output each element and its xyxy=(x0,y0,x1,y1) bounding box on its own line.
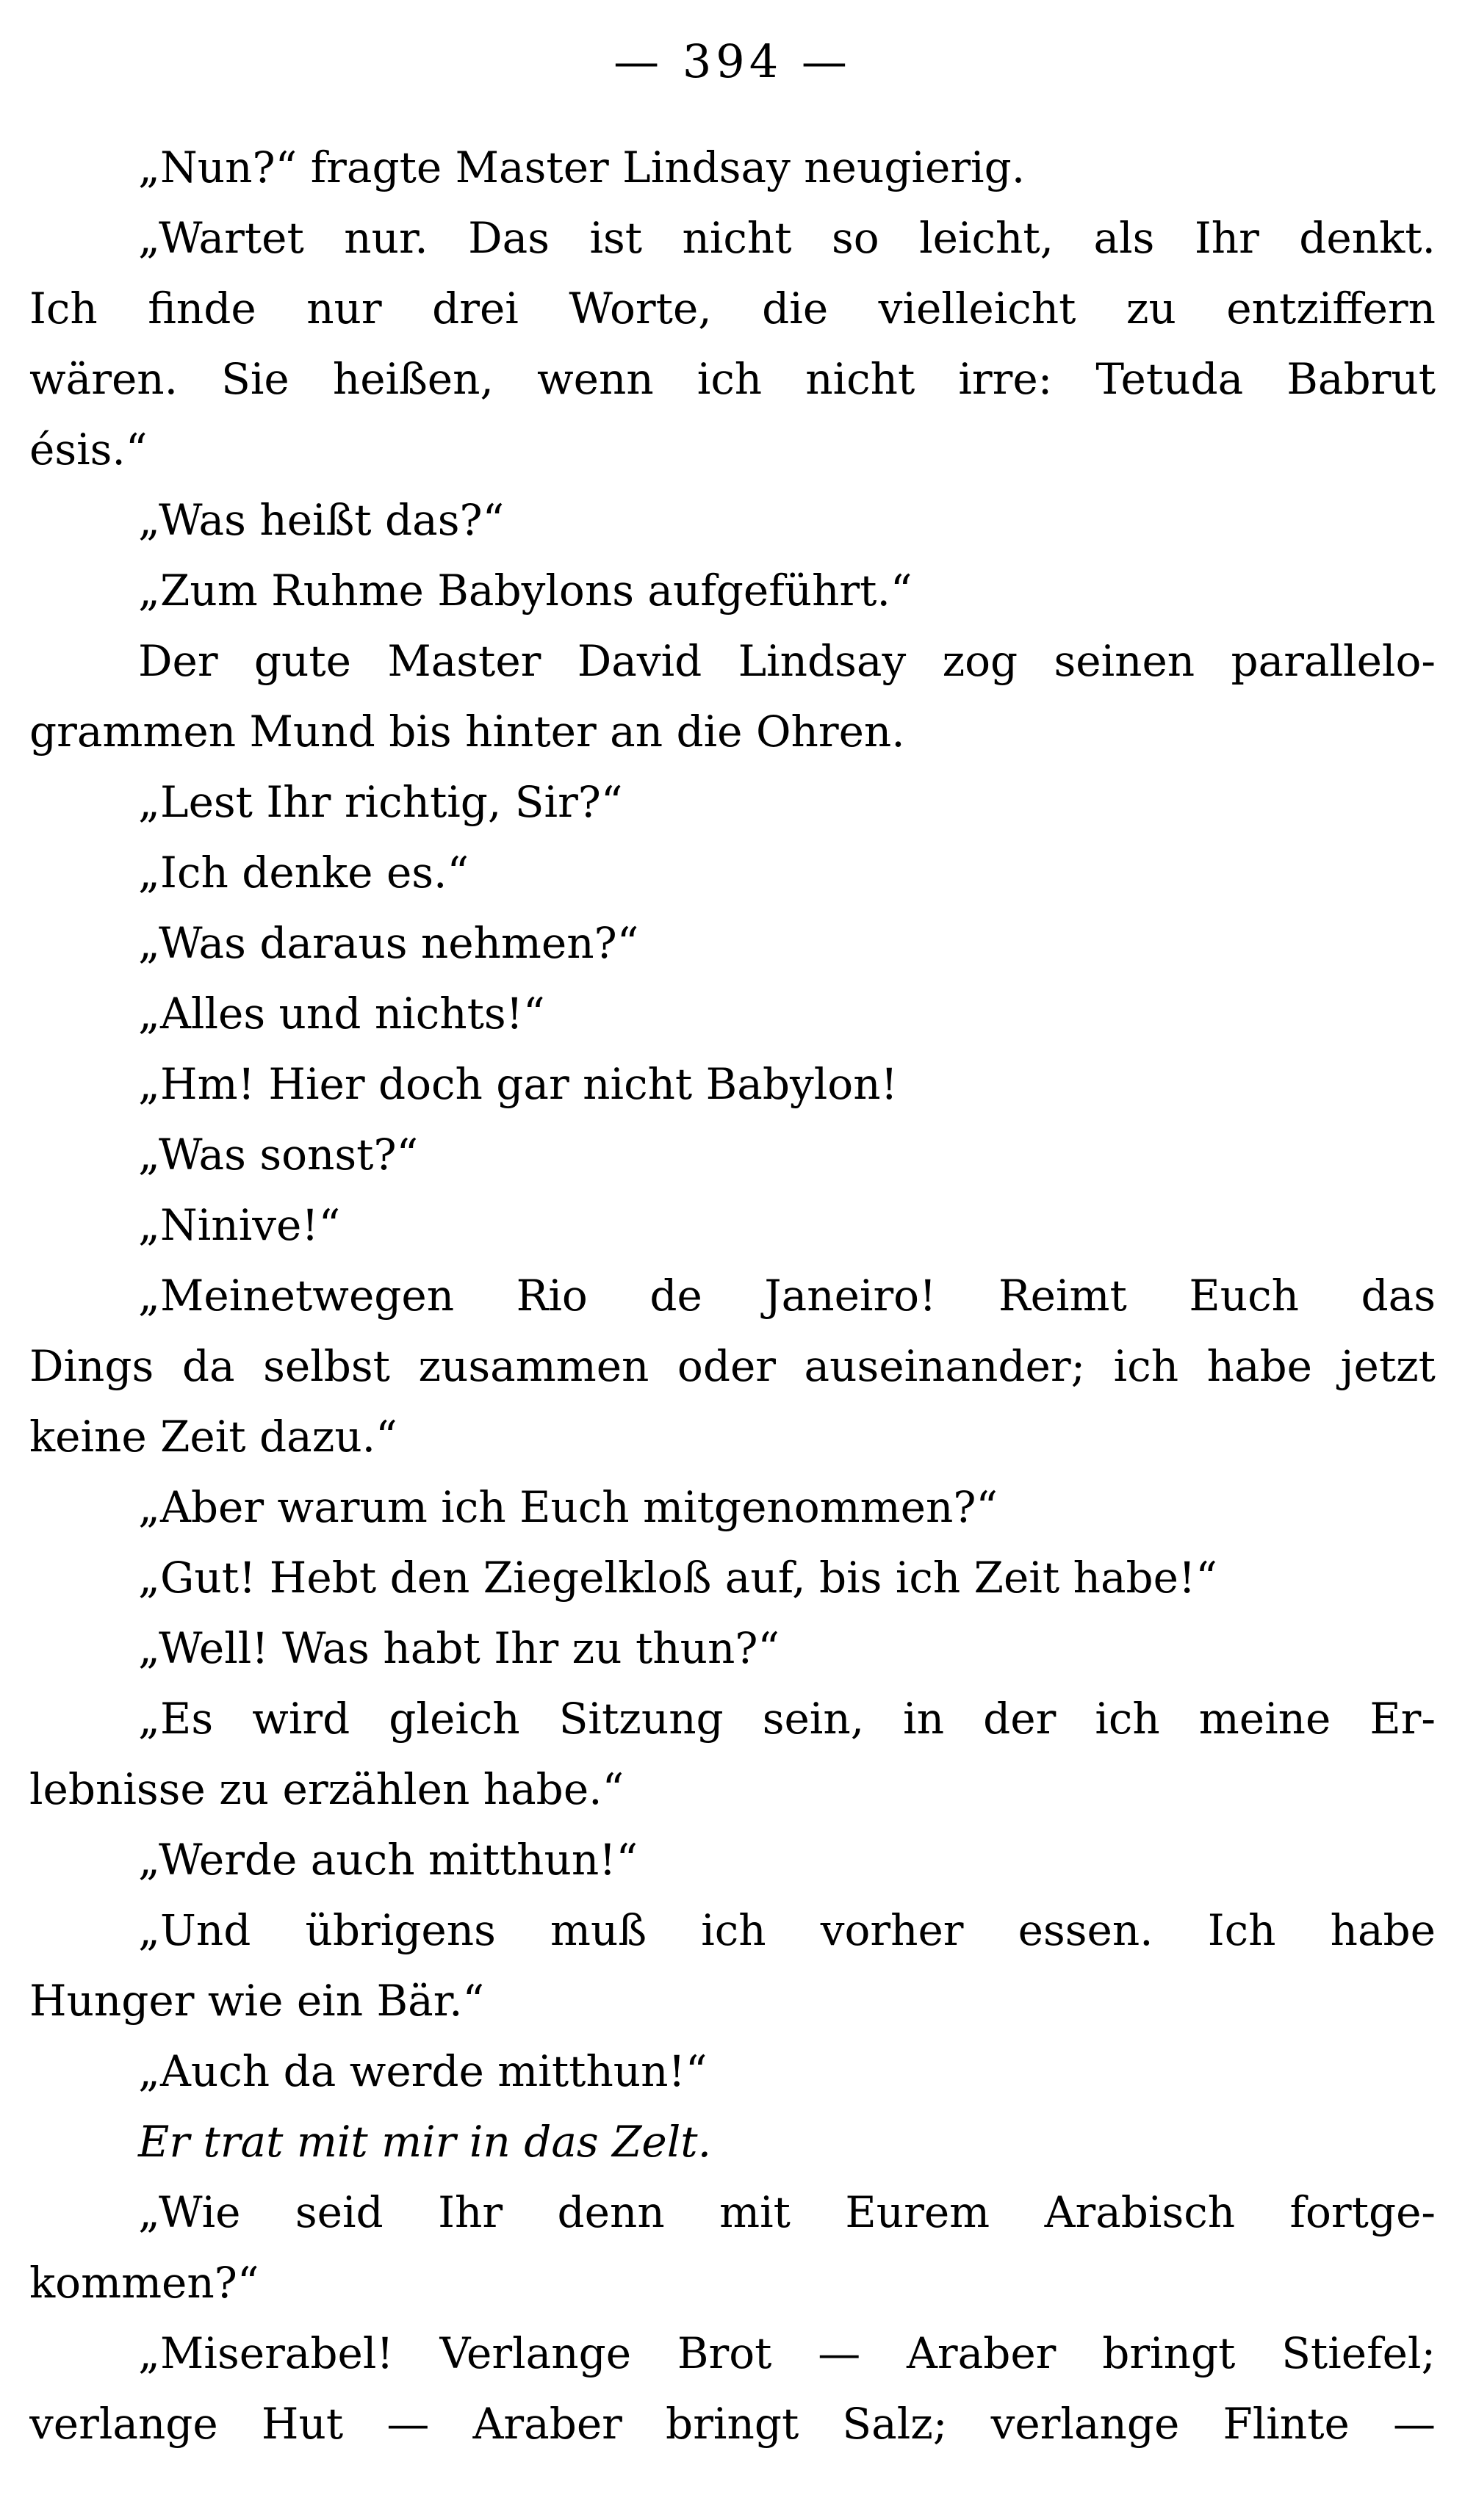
text-line: Er trat mit mir in das Zelt. xyxy=(138,2117,712,2167)
text-line: kommen?“ xyxy=(29,2258,259,2308)
text-line: „Lest Ihr richtig, Sir?“ xyxy=(138,777,623,827)
text-line: Der gute Master David Lindsay zog seinen parallelo- xyxy=(138,636,1436,686)
text-line: lebnisse zu erzählen habe.“ xyxy=(29,1764,624,1814)
text-line: „Zum Ruhme Babylons aufgeführt.“ xyxy=(138,566,913,615)
text-line: „Aber warum ich Euch mitgenommen?“ xyxy=(138,1482,998,1532)
text-line: „Ninive!“ xyxy=(138,1200,341,1250)
text-line: wären. Sie heißen, wenn ich nicht irre: Tetuda Babrut xyxy=(29,354,1436,404)
text-line: „Hm! Hier doch gar nicht Babylon! xyxy=(138,1059,898,1109)
text-line: „Meinetwegen Rio de Janeiro! Reimt Euch das xyxy=(138,1271,1436,1321)
text-line: „Was sonst?“ xyxy=(138,1130,419,1180)
text-line: „Wie seid Ihr denn mit Eurem Arabisch fortge- xyxy=(138,2187,1436,2237)
text-body xyxy=(29,132,1436,2459)
text-line: „Wartet nur. Das ist nicht so leicht, als Ihr denkt. xyxy=(138,213,1436,263)
text-line: „Miserabel! Verlange Brot — Araber bringt Stiefel; xyxy=(138,2328,1436,2378)
text-line: „Was heißt das?“ xyxy=(138,495,505,545)
text-line: Dings da selbst zusammen oder auseinander; ich habe jetzt xyxy=(29,1341,1436,1391)
text-line: „Auch da werde mitthun!“ xyxy=(138,2046,708,2096)
text-line: „Nun?“ fragte Master Lindsay neugierig. xyxy=(138,142,1026,192)
text-line: „Was daraus nehmen?“ xyxy=(138,918,639,968)
page-number: — 394 — xyxy=(613,35,852,88)
book-page xyxy=(29,15,1436,2505)
text-line: „Alles und nichts!“ xyxy=(138,989,545,1039)
text-line: grammen Mund bis hinter an die Ohren. xyxy=(29,707,905,757)
text-line: „Well! Was habt Ihr zu thun?“ xyxy=(138,1623,780,1673)
text-line: „Und übrigens muß ich vorher essen. Ich habe xyxy=(138,1905,1436,1955)
text-line: „Ich denke es.“ xyxy=(138,848,469,898)
text-line: „Es wird gleich Sitzung sein, in der ich meine Er- xyxy=(138,1694,1436,1744)
text-line: verlange Hut — Araber bringt Salz; verlange Flinte — xyxy=(29,2399,1436,2449)
text-line: Hunger wie ein Bär.“ xyxy=(29,1976,485,2026)
text-line: „Gut! Hebt den Ziegelkloß auf, bis ich Zeit habe!“ xyxy=(138,1553,1217,1603)
text-line: keine Zeit dazu.“ xyxy=(29,1412,397,1462)
text-line: Ich finde nur drei Worte, die vielleicht zu entziffern xyxy=(29,284,1436,333)
text-line: „Werde auch mitthun!“ xyxy=(138,1835,638,1885)
text-line: ésis.“ xyxy=(29,425,148,474)
